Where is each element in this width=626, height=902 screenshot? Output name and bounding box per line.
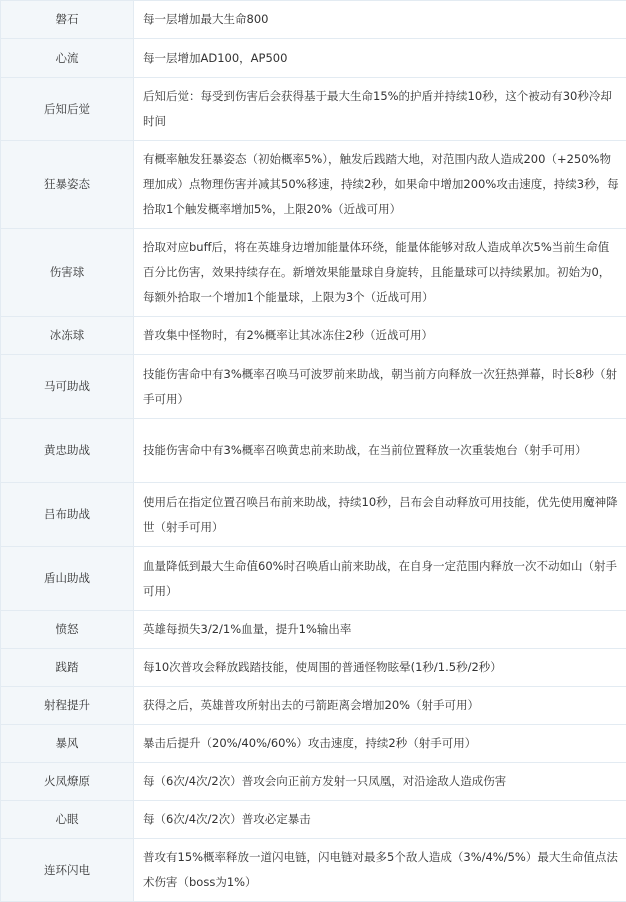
buff-description-cell: 每10次普攻会释放践踏技能，使周围的普通怪物眩晕(1秒/1.5秒/2秒） <box>134 649 626 687</box>
buff-description-cell: 血量降低到最大生命值60%时召唤盾山前来助战，在自身一定范围内释放一次不动如山（射手可用） <box>134 547 626 611</box>
table-row <box>1 839 626 902</box>
table-row <box>1 317 626 355</box>
table-body <box>1 1 626 902</box>
buff-name-cell: 黄忠助战 <box>1 419 134 483</box>
buff-name-cell: 愤怒 <box>1 611 134 649</box>
buff-description-cell: 每（6次/4次/2次）普攻必定暴击 <box>134 801 626 839</box>
buff-name-cell: 后知后觉 <box>1 78 134 141</box>
buff-name-cell: 射程提升 <box>1 687 134 725</box>
table-row <box>1 419 626 483</box>
buff-description-cell: 每一层增加最大生命800 <box>134 1 626 39</box>
buff-name-cell: 狂暴姿态 <box>1 141 134 229</box>
buff-name-cell: 伤害球 <box>1 229 134 317</box>
buff-name-cell: 暴风 <box>1 725 134 763</box>
table-row <box>1 355 626 419</box>
buff-description-cell: 普攻有15%概率释放一道闪电链，闪电链对最多5个敌人造成（3%/4%/5%）最大生命值点法术伤害（boss为1%） <box>134 839 626 902</box>
buff-name-cell: 践踏 <box>1 649 134 687</box>
table-row <box>1 547 626 611</box>
table-row <box>1 611 626 649</box>
buff-name-cell: 心眼 <box>1 801 134 839</box>
buff-name-cell: 冰冻球 <box>1 317 134 355</box>
buff-description-cell: 技能伤害命中有3%概率召唤黄忠前来助战，在当前位置释放一次重装炮台（射手可用） <box>134 419 626 483</box>
buff-name-cell: 连环闪电 <box>1 839 134 902</box>
table-row <box>1 1 626 39</box>
table-row <box>1 763 626 801</box>
table-row <box>1 687 626 725</box>
buff-description-cell: 每（6次/4次/2次）普攻会向正前方发射一只凤凰，对沿途敌人造成伤害 <box>134 763 626 801</box>
table-row <box>1 483 626 547</box>
buff-description-cell: 获得之后，英雄普攻所射出去的弓箭距离会增加20%（射手可用） <box>134 687 626 725</box>
buff-name-cell: 吕布助战 <box>1 483 134 547</box>
table-row <box>1 141 626 229</box>
table-row <box>1 649 626 687</box>
buff-description-cell: 英雄每损失3/2/1%血量，提升1%输出率 <box>134 611 626 649</box>
table-row <box>1 229 626 317</box>
buff-description-cell: 普攻集中怪物时，有2%概率让其冰冻住2秒（近战可用） <box>134 317 626 355</box>
buff-description-cell: 使用后在指定位置召唤吕布前来助战，持续10秒，吕布会自动释放可用技能，优先使用魔神降世（射手可用） <box>134 483 626 547</box>
buff-name-cell: 盾山助战 <box>1 547 134 611</box>
buff-name-cell: 马可助战 <box>1 355 134 419</box>
table-row <box>1 39 626 78</box>
table-row <box>1 78 626 141</box>
buff-name-cell: 磐石 <box>1 1 134 39</box>
buff-description-cell: 每一层增加AD100，AP500 <box>134 39 626 78</box>
buff-description-cell: 后知后觉：每受到伤害后会获得基于最大生命15%的护盾并持续10秒，这个被动有30秒冷却时间 <box>134 78 626 141</box>
buff-description-cell: 有概率触发狂暴姿态（初始概率5%），触发后践踏大地，对范围内敌人造成200（+250%物理加成）点物理伤害并减其50%移速，持续2秒，如果命中增加200%攻击速度，持续3秒，每拾取1个触发概率增加5%，上限20%（近战可用） <box>134 141 626 229</box>
buff-description-cell: 暴击后提升（20%/40%/60%）攻击速度，持续2秒（射手可用） <box>134 725 626 763</box>
buff-name-cell: 火凤燎原 <box>1 763 134 801</box>
table-row <box>1 725 626 763</box>
table-row <box>1 801 626 839</box>
buff-description-cell: 技能伤害命中有3%概率召唤马可波罗前来助战，朝当前方向释放一次狂热弹幕，时长8秒（射手可用） <box>134 355 626 419</box>
buff-description-cell: 拾取对应buff后，将在英雄身边增加能量体环绕，能量体能够对敌人造成单次5%当前生命值百分比伤害，效果持续存在。新增效果能量球自身旋转，且能量球可以持续累加。初始为0，每额外拾取一个增加1个能量球，上限为3个（近战可用） <box>134 229 626 317</box>
buff-name-cell: 心流 <box>1 39 134 78</box>
